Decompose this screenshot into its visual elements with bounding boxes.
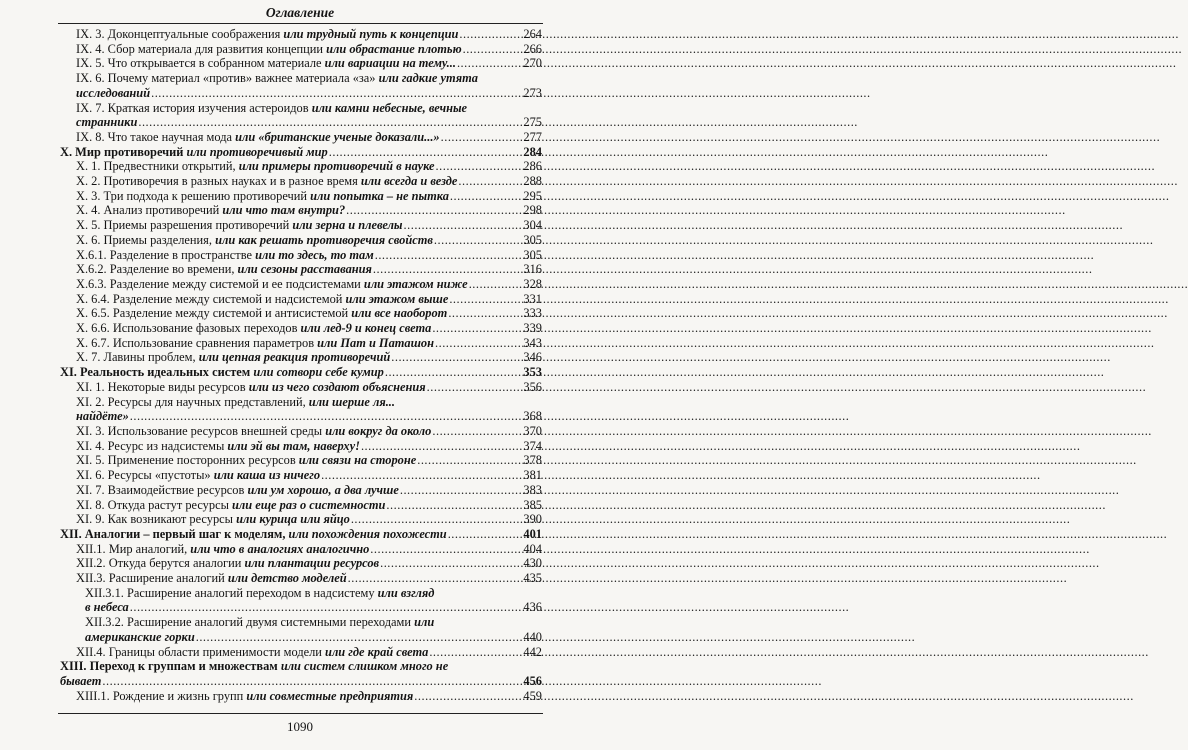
toc-entry-alt-title: или попытка – не пытка (310, 188, 449, 203)
toc-entry-text (76, 409, 129, 424)
toc-entry-alt-title: или то здесь, то там (255, 247, 374, 262)
toc-entry-title: X. 6.7. Использование сравнения параметров (76, 335, 318, 350)
toc-entry (60, 262, 542, 277)
toc-page-number: 404 (523, 541, 542, 556)
toc-entry (60, 27, 542, 42)
toc-entry-alt-title: или сотвори себе кумир (253, 365, 384, 380)
toc-entry-title: X. 1. Предвестники открытий, (76, 159, 239, 174)
toc-entry-text (76, 71, 478, 85)
toc-entry-alt-title: или связи на стороне (298, 453, 417, 468)
leader-dots (457, 56, 522, 71)
toc-entry-text (76, 468, 320, 483)
toc-entry-title: X.6.1. Разделение в пространстве (76, 247, 256, 262)
toc-page-number: 316 (523, 262, 542, 277)
toc-entry-alt-title: или вариации на тему... (324, 56, 456, 71)
toc-entry-title: XI. 7. Взаимодействие ресурсов (76, 482, 248, 497)
toc-entry-alt-title: или примеры противоречий в науке (238, 159, 435, 174)
leader-dots (321, 468, 522, 483)
leader-dots (102, 674, 522, 689)
toc-entry-text (76, 395, 395, 409)
toc-entry-text (76, 321, 431, 336)
toc-entry (60, 101, 542, 130)
toc-entry (60, 380, 542, 395)
toc-entry-alt-title: или камни небесные, вечные (311, 100, 468, 115)
toc-entry-title: X. 6. Приемы разделения, (76, 232, 216, 247)
toc-page-number: 374 (523, 438, 542, 453)
toc-entry (60, 659, 542, 688)
toc-entry-text (76, 689, 413, 704)
leader-dots (459, 27, 522, 42)
toc-entry (60, 233, 542, 248)
toc-entry-title: XII.2. Откуда берутся аналогии (76, 556, 245, 571)
toc-entry-alt-title: бывает (60, 673, 102, 688)
toc-entry-text (76, 203, 345, 218)
toc-entry-title: XII.3. Расширение аналогий (76, 571, 228, 586)
toc-page-number: 333 (523, 306, 542, 321)
toc-entry (60, 42, 542, 57)
leader-dots (427, 380, 523, 395)
leader-dots (391, 350, 522, 365)
toc-entry-title: X. 5. Приемы разрешения противоречий (76, 218, 293, 233)
toc-entry (60, 203, 542, 218)
toc-entry-title: XII.3.2. Расширение аналогий двумя системными переходами (85, 615, 415, 630)
toc-entry-alt-title: или трудный путь к концепции (283, 27, 459, 41)
toc-entry-alt-title: или взгляд (377, 585, 435, 600)
toc-entry-text (76, 159, 435, 174)
toc-entry-text (85, 630, 195, 645)
toc-entry (60, 71, 542, 100)
toc-entry-alt-title: или эй вы там, наверху! (227, 438, 360, 453)
toc-entry-title: IX. 8. Что такое научная мода (76, 129, 236, 144)
toc-entry-text (76, 453, 416, 468)
toc-entry-title: X. 4. Анализ противоречий (76, 203, 223, 218)
toc-page-number: 304 (523, 218, 542, 233)
toc-page-number: 305 (523, 232, 542, 247)
toc-entry-title: IX. 4. Сбор материала для развития концепции (76, 41, 327, 56)
toc-entry (60, 498, 542, 513)
toc-entry (60, 424, 542, 439)
leader-dots (373, 262, 522, 277)
toc-entry-title: X. 6.6. Использование фазовых переходов (76, 321, 301, 336)
toc-entry-text (76, 350, 390, 365)
toc-entry-alt-title: американские горки (85, 629, 195, 644)
toc-entry-alt-title: или детство моделей (227, 571, 347, 586)
toc-entry-text (76, 645, 428, 660)
toc-entry-alt-title: или гадкие утята (378, 71, 479, 86)
toc-entry (60, 542, 542, 557)
toc-entry-alt-title: или Пат и Паташон (317, 335, 434, 350)
toc-entry (60, 174, 542, 189)
toc-entry-alt-title: или похождения похожести (288, 526, 447, 541)
toc-entry-title: XI. 2. Ресурсы для научных представлений, (76, 394, 309, 409)
toc-entry-title: XIII.1. Рождение и жизнь групп (76, 688, 247, 703)
toc-entry-title: XII. Аналогии – первый шаг к моделям, (60, 526, 289, 541)
toc-entry-alt-title: или цепная реакция противоречий (198, 350, 391, 365)
toc-page-number: 370 (523, 423, 542, 438)
toc-entry (60, 145, 542, 160)
toc-entry-text (76, 380, 426, 395)
toc-entry-text (60, 365, 384, 380)
toc-entry-text (76, 292, 448, 307)
toc-entry-title: X. 7. Лавины проблем, (76, 350, 199, 365)
toc-page-number: 356 (523, 379, 542, 394)
toc-entry-title: X. Мир противоречий (60, 144, 187, 159)
toc-entry-text (85, 615, 434, 629)
header-rule (58, 23, 543, 24)
toc-entry-text (76, 233, 433, 248)
toc-entry-title: IX. 7. Краткая история изучения астероидов (76, 100, 312, 115)
toc-entry-text (76, 101, 467, 115)
leader-dots (448, 527, 523, 542)
toc-entry-text (76, 189, 449, 204)
leader-dots (400, 483, 523, 498)
toc-entry-alt-title: или (414, 615, 435, 630)
toc-entry-alt-title: или из чего создают объяснения (248, 379, 426, 394)
leader-dots (404, 218, 523, 233)
toc-entry-alt-title: или как решать противоречия свойств (215, 232, 433, 247)
toc-entry-text (76, 336, 434, 351)
toc-entry-text (76, 42, 462, 57)
toc-entry (60, 468, 542, 483)
toc-page-number: 266 (523, 41, 542, 56)
toc-page-number: 305 (523, 247, 542, 262)
toc-entry-alt-title: или что в аналогиях аналогично (190, 541, 370, 556)
leader-dots (346, 203, 522, 218)
leader-dots (329, 145, 523, 160)
toc-entry-text (85, 600, 129, 615)
toc-page-number: 385 (523, 497, 542, 512)
toc-entry-alt-title: или зерна и плевелы (292, 218, 403, 233)
leader-dots (380, 556, 522, 571)
leader-dots (434, 233, 523, 248)
toc-entry-alt-title: или что там внутри? (222, 203, 346, 218)
toc-entry-alt-title: или каша из ничего (213, 468, 321, 483)
leader-dots (449, 292, 522, 307)
toc-entry-title: X. 3. Три подхода к решению противоречий (76, 188, 311, 203)
toc-entry-title: X.6.2. Разделение во времени, (76, 262, 238, 277)
toc-entry (60, 645, 542, 660)
leader-dots (151, 86, 522, 101)
toc-entry-alt-title: или еще раз о системности (232, 497, 386, 512)
toc-page-number: 383 (523, 482, 542, 497)
toc-entry (60, 248, 542, 263)
toc-entry-title: XI. 1. Некоторые виды ресурсов (76, 379, 249, 394)
leader-dots (458, 174, 522, 189)
toc-entry (60, 218, 542, 233)
toc-entry-title: XI. 9. Как возникают ресурсы (76, 512, 237, 527)
toc-entry-text (76, 542, 369, 557)
leader-dots (196, 630, 523, 645)
toc-entry-alt-title: или лед-9 и конец света (300, 321, 432, 336)
leader-dots (138, 115, 522, 130)
toc-entry-text (76, 483, 399, 498)
toc-entry (60, 321, 542, 336)
toc-entry-alt-title: или систем слишком много не (280, 659, 449, 674)
leader-dots (414, 689, 522, 704)
leader-dots (432, 321, 522, 336)
toc-entry-text (76, 571, 347, 586)
toc-entry-title: IX. 3. Доконцептуальные соображения (76, 27, 284, 41)
toc-entry-alt-title: или вокруг да около (325, 423, 432, 438)
toc-entry-title: XI. 6. Ресурсы «пустоты» (76, 468, 214, 483)
toc-entry-title: X. 6.5. Разделение между системой и антисистемой (76, 306, 352, 321)
toc-entry-text (60, 527, 447, 542)
toc-entry-text (76, 218, 403, 233)
toc-entry-alt-title: или противоречивый мир (186, 144, 328, 159)
toc-page-number: 331 (523, 291, 542, 306)
leader-dots (386, 498, 522, 513)
leader-dots (130, 409, 523, 424)
toc-entry-alt-title: исследований (76, 85, 151, 100)
toc-entry-text (76, 498, 385, 513)
toc-entry-alt-title: или всегда и везде (360, 174, 458, 189)
toc-entry-alt-title: или «британские ученые доказали...» (235, 129, 440, 144)
toc-page-number: 378 (523, 453, 542, 468)
toc-page-number: 440 (523, 629, 542, 644)
leader-dots (370, 542, 522, 557)
toc-entry (60, 689, 542, 704)
toc-page-number: 286 (523, 159, 542, 174)
toc-page-number: 295 (523, 188, 542, 203)
page-header: Оглавление (265, 5, 335, 20)
toc-entry (60, 453, 542, 468)
toc-entry (60, 527, 542, 542)
toc-entry-alt-title: или сезоны расставания (237, 262, 372, 277)
toc-page-number: 368 (523, 409, 542, 424)
toc-entry-alt-title: странники (76, 115, 138, 130)
toc-entry-title: XII.4. Границы области применимости модели (76, 644, 326, 659)
toc-entry-text (76, 306, 447, 321)
toc-entry-title: XII.1. Мир аналогий, (76, 541, 191, 556)
toc-page-number: 339 (523, 321, 542, 336)
toc-page-number: 353 (523, 365, 542, 380)
leader-dots (130, 600, 523, 615)
toc-entry-title: XII.3.1. Расширение аналогий переходом в надсистему (85, 585, 378, 600)
toc-entry (60, 395, 542, 424)
toc-page-number: 288 (523, 174, 542, 189)
toc-entry (60, 350, 542, 365)
toc-entry-text (76, 115, 137, 130)
leader-dots (435, 336, 522, 351)
toc-page-number: 390 (523, 512, 542, 527)
toc-entry-text (76, 86, 150, 101)
toc-page-number: 436 (523, 600, 542, 615)
toc-entry (60, 336, 542, 351)
toc-entry-alt-title: в небеса (85, 600, 129, 615)
toc-entry (60, 439, 542, 454)
toc-entry-alt-title: или курица или яйцо (236, 512, 350, 527)
footer-rule (58, 713, 543, 714)
toc-entry (60, 483, 542, 498)
toc-entry-text (76, 27, 458, 42)
toc-entry-alt-title: или этажом ниже (363, 276, 468, 291)
toc-entry-text (60, 674, 101, 689)
leader-dots (385, 365, 523, 380)
toc-page-number: 343 (523, 335, 542, 350)
toc-entry-alt-title: или плантации ресурсов (244, 556, 380, 571)
toc-entry-title: XIII. Переход к группам и множествам (60, 659, 281, 674)
toc-entry (60, 292, 542, 307)
leader-dots (469, 277, 523, 292)
table-of-contents (60, 27, 542, 703)
leader-dots (417, 453, 522, 468)
toc-page-number: 381 (523, 468, 542, 483)
toc-entry-text (76, 56, 456, 71)
toc-entry-text (76, 248, 374, 263)
toc-entry (60, 571, 542, 586)
leader-dots (463, 42, 523, 57)
leader-dots (448, 306, 522, 321)
toc-entry-alt-title: или все наоборот (351, 306, 448, 321)
toc-entry-title: X.6.3. Разделение между системой и ее подсистемами (76, 276, 364, 291)
leader-dots (429, 645, 522, 660)
toc-entry (60, 130, 542, 145)
toc-page-number: 435 (523, 571, 542, 586)
toc-page-number: 456 (523, 673, 542, 688)
toc-entry-title: X. 2. Противоречия в разных науках и в разное время (76, 174, 361, 189)
toc-entry-alt-title: найдёте» (76, 409, 129, 424)
toc-entry-alt-title: или совместные предприятия (246, 688, 414, 703)
toc-page-number: 284 (523, 144, 542, 159)
toc-page-number: 298 (523, 203, 542, 218)
toc-page-number: 401 (523, 526, 542, 541)
leader-dots (436, 159, 523, 174)
toc-entry-title: XI. 4. Ресурс из надсистемы (76, 438, 228, 453)
leader-dots (351, 512, 523, 527)
toc-entry-alt-title: или обрастание плотью (326, 41, 462, 56)
toc-page-number: 328 (523, 276, 542, 291)
toc-entry-text (76, 556, 379, 571)
page-number: 1090 (287, 719, 313, 734)
toc-entry-title: XI. Реальность идеальных систем (60, 365, 254, 380)
toc-entry-title: IX. 5. Что открывается в собранном материале (76, 56, 325, 71)
toc-page-number: 430 (523, 556, 542, 571)
toc-entry (60, 159, 542, 174)
toc-page-number: 442 (523, 644, 542, 659)
toc-page-number: 277 (523, 129, 542, 144)
toc-entry (60, 306, 542, 321)
toc-entry (60, 189, 542, 204)
toc-entry-title: XI. 5. Применение посторонних ресурсов (76, 453, 299, 468)
toc-entry-text (76, 174, 457, 189)
toc-entry-text (60, 659, 448, 673)
toc-entry-alt-title: или ум хорошо, а два лучше (247, 482, 399, 497)
toc-page-number: 275 (523, 115, 542, 130)
toc-page-number: 346 (523, 350, 542, 365)
toc-entry (60, 56, 542, 71)
toc-entry-alt-title: или этажом выше (345, 291, 449, 306)
toc-entry (60, 556, 542, 571)
toc-page-number: 459 (523, 688, 542, 703)
toc-entry-text (76, 277, 468, 292)
leader-dots (432, 424, 522, 439)
toc-entry-text (76, 262, 372, 277)
toc-entry-text (76, 512, 350, 527)
leader-dots (441, 130, 523, 145)
toc-entry (60, 512, 542, 527)
toc-page-number: 264 (523, 27, 542, 41)
toc-entry-text (76, 439, 360, 454)
toc-entry (60, 615, 542, 644)
toc-entry-title: X. 6.4. Разделение между системой и надсистемой (76, 291, 346, 306)
toc-entry (60, 277, 542, 292)
toc-page-number: 270 (523, 56, 542, 71)
toc-entry-title: XI. 3. Использование ресурсов внешней среды (76, 423, 326, 438)
toc-entry-title: IX. 6. Почему материал «против» важнее материала «за» (76, 71, 379, 86)
leader-dots (361, 439, 522, 454)
toc-page-number: 273 (523, 85, 542, 100)
toc-entry-text (76, 130, 440, 145)
leader-dots (348, 571, 523, 586)
toc-entry-text (60, 145, 328, 160)
toc-entry (60, 365, 542, 380)
leader-dots (375, 248, 523, 263)
toc-entry-text (85, 586, 434, 600)
toc-entry-text (76, 424, 431, 439)
toc-entry-alt-title: или шерше ля... (308, 394, 396, 409)
toc-entry (60, 586, 542, 615)
toc-entry-title: XI. 8. Откуда растут ресурсы (76, 497, 232, 512)
toc-entry-alt-title: или где край света (325, 644, 429, 659)
leader-dots (450, 189, 523, 204)
